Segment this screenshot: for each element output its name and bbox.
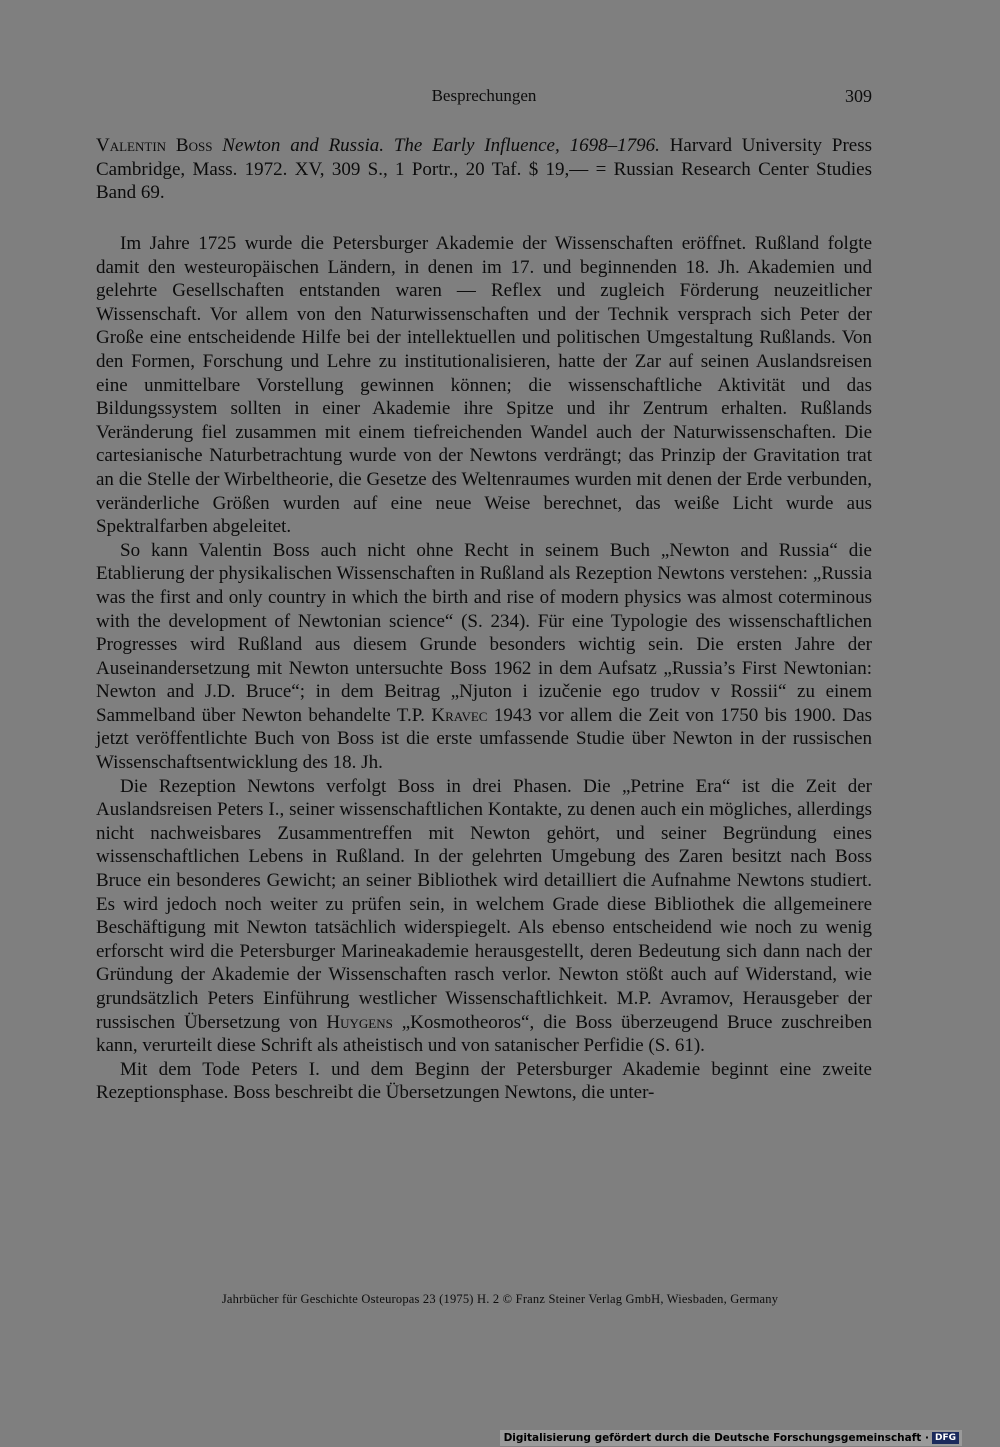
book-title: Newton and Russia. The Early Influence, 1698–1796. [222, 135, 660, 156]
author-last-name: Boss [175, 135, 213, 156]
digitization-text: Digitalisierung gefördert durch die Deutsche Forschungsgemeinschaft · [503, 1432, 929, 1444]
paragraph-1: Im Jahre 1725 wurde die Petersburger Akademie der Wissenschaften eröffnet. Rußland folgte damit den westeuropäischen Ländern, in denen im 17. und beginnenden 18. Jh. Akademien und gelehrte Gesellschaften entstanden waren — Reflex und zugleich Förderung neuzeitlicher Wissenschaft. Vor allem von den Naturwissenschaften und der Technik versprach sich Peter der Große eine entscheidende Hilfe bei der intellektuellen und politischen Umgestaltung Rußlands. Von den Formen, Forschung und Lehre zu institutionalisieren, hatte der Zar auf seinen Auslandsreisen eine unmittelbare Vorstellung gewinnen können; die wissenschaftliche Aktivität und das Bildungssystem sollten in einer Akademie ihre Spitze und ihr Zentrum erhalten. Rußlands Veränderung fiel zusammen mit einem tiefreichenden Wandel auch der Naturwissenschaften. Die cartesianische Naturbetrachtung wurde von der Newtons verdrängt; das Prinzip der Gravitation trat an die Stelle der Wirbeltheorie, die Gesetze des Weltenraumes wurden mit denen der Erde verbunden, veränderliche Größen wurden auf eine neue Weise berechnet, das weiße Licht wurde aus Spektralfarben abgeleitet. [96, 233, 872, 538]
digitization-note [500, 1430, 962, 1446]
section-title: Besprechungen [431, 86, 537, 105]
paragraph-3-text-b: „Kosmotheoros“, die Boss überzeugend Bruce zuschreiben kann, verurteilt diese Schrift als atheistisch und von satanischer Perfidie (S. 61). [96, 1011, 873, 1057]
paragraph-3 [96, 775, 872, 1058]
review-body [96, 232, 872, 1105]
paragraph-2-text-b: 1943 vor allem die Zeit von 1750 bis 1900. Das jetzt veröffentlichte Buch von Boss ist die erste umfassende Studie über Newton in der russischen Wissenschaftsentwicklung des 18. Jh. [96, 704, 873, 774]
cited-author-kravec: Kravec [431, 704, 488, 726]
author-first-name: Valentin [96, 135, 167, 156]
publication-details: Harvard University Press Cambridge, Mass. 1972. XV, 309 S., 1 Portr., 20 Taf. $ 19,— = Russian Research Center Studies Band 69. [96, 135, 872, 204]
paragraph-3-text-a: Die Rezeption Newtons verfolgt Boss in drei Phasen. Die „Petrine Era“ ist die Zeit der Auslandsreisen Peters I., seiner wissenschaftlichen Kontakte, zu denen auch ein mögliches, allerdings nicht nachweisbares Zusammentreffen mit Newton gehört, und seiner Begründung eines wissenschaftlichen Lebens in Rußland. In der gelehrten Umgebung des Zaren besitzt nach Boss Bruce ein besonderes Gewicht; an seiner Bibliothek wird detailliert die Aufnahme Newtons studiert. Es wird jedoch noch weiter zu prüfen sein, in welchem Grade diese Bibliothek die allgemeinere Beschäftigung mit Newton tatsächlich widerspiegelt. Als ebenso entscheidend wie noch zu wenig erforscht wird die Petersburger Marineakademie herausgestellt, deren Bedeutung sich dann nach der Gründung der Akademie der Wissenschaften rasch verlor. Newton stößt auch auf Widerstand, wie grundsätzlich Peters Einführung westlicher Wissenschaftlichkeit. M.P. Avramov, Herausgeber der russischen Übersetzung von [96, 775, 872, 1033]
running-head [96, 86, 872, 112]
paragraph-4: Mit dem Tode Peters I. und dem Beginn der Petersburger Akademie beginnt eine zweite Rezeptionsphase. Boss beschreibt die Übersetzungen Newtons, die unter- [96, 1058, 872, 1104]
dfg-logo-icon: DFG [932, 1432, 959, 1444]
journal-footer: Jahrbücher für Geschichte Osteuropas 23 (1975) H. 2 © Franz Steiner Verlag GmbH, Wiesbaden, Germany [221, 1292, 779, 1306]
cited-author-huygens: Huygens [326, 1011, 393, 1033]
page-number: 309 [845, 86, 872, 106]
paragraph-2 [96, 539, 872, 775]
book-reference [96, 134, 872, 205]
paragraph-2-text-a: So kann Valentin Boss auch nicht ohne Recht in seinem Buch „Newton and Russia“ die Etablierung der physikalischen Wissenschaften in Rußland als Rezeption Newtons verstehen: „Russia was the first and only country in which the birth and rise of modern physics was almost coterminous with the development of Newtonian science“ (S. 234). Für eine Typologie des wissenschaftlichen Progresses wird Rußland aus diesem Grunde besonders wichtig sein. Die ersten Jahre der Auseinandersetzung mit Newton untersuchte Boss 1962 in dem Aufsatz „Russia’s First Newtonian: Newton and J.D. Bruce“; in dem Beitrag „Njuton i izučenie ego trudov v Rossii“ zu einem Sammelband über Newton behandelte T.P. [96, 539, 872, 726]
